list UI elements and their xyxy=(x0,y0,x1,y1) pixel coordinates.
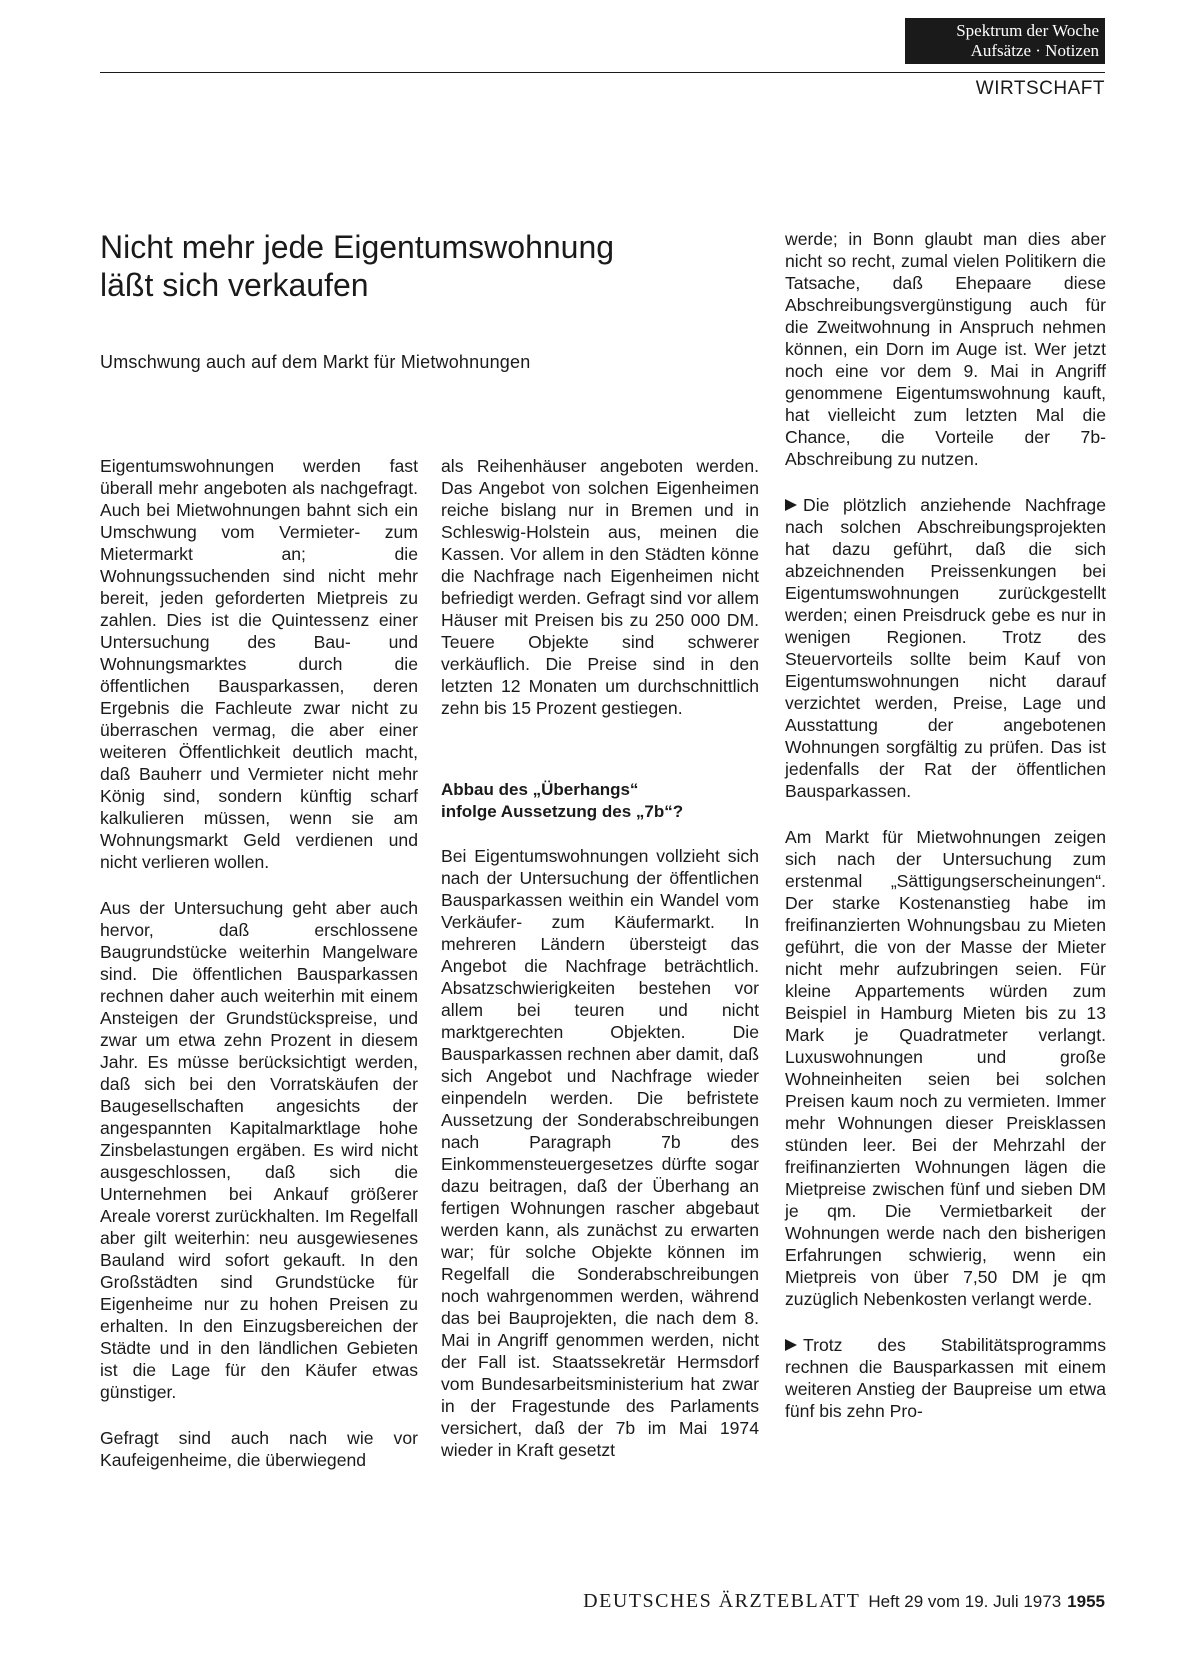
page-number: 1955 xyxy=(1067,1592,1105,1611)
paragraph-text: Die plötzlich anziehende Nachfrage nach solchen Abschreibungsprojekten hat dazu geführt, daß die sich abzeichnenden Preissenkungen bei Eigentumswohnungen zurückgestellt werden; einen Preisdruck gebe es nur in wenigen Regionen. Trotz des Steuervorteils sollte beim Kauf von Eigentumswohnungen nicht darauf verzichtet werden, Preise, Lage und Ausstattung der angebotenen Wohnungen sorgfältig zu prüfen. Das ist jedenfalls der Rat der öffentlichen Bausparkassen. xyxy=(785,495,1106,801)
paragraph: Aus der Untersuchung geht aber auch hervor, daß erschlossene Baugrundstücke weiterhin Mangelware sind. Die öffentlichen Bausparkassen rechnen daher auch weiterhin mit einem Ansteigen der Grundstückspreise, und zwar um etwa zehn Prozent in diesem Jahr. Es müsse berücksichtigt werden, daß sich bei den Vorratskäufen der Baugesellschaften angesichts der angespannten Kapitalmarktlage hohe Zinsbelastungen ergäben. Es wird nicht ausgeschlossen, daß sich die Unternehmen bei Ankauf größerer Areale vorerst zurückhalten. Im Regelfall aber gilt weiterhin: neu ausgewiesenes Bauland wird sofort gekauft. In den Großstädten sind Grundstücke für Eigenheime nur zu hohen Preisen zu erhalten. In den Einzugsbereichen der Städte und in den ländlichen Gebieten ist die Lage für den Käufer etwas günstiger. xyxy=(100,898,418,1402)
headline-line-2: läßt sich verkaufen xyxy=(100,267,369,303)
article-subtitle: Umschwung auch auf dem Markt für Mietwohnungen xyxy=(100,352,531,372)
paragraph-text: Trotz des Stabilitätsprogramms rechnen die Bausparkassen mit einem weiteren Anstieg der Baupreise um etwa fünf bis zehn Pro- xyxy=(785,1335,1106,1421)
section-heading xyxy=(441,779,759,823)
paragraph: als Reihenhäuser angeboten werden. Das Angebot von solchen Eigenheimen reiche bislang nur in Bremen und in Schleswig-Holstein aus, meinen die Kassen. Vor allem in den Städten könne die Nachfrage nach Eigenheimen nicht befriedigt werden. Gefragt sind vor allem Häuser mit Preisen bis zu 250 000 DM. Teuere Objekte sind schwerer verkäuflich. Die Preise sind in den letzten 12 Monaten um durchschnittlich zehn bis 15 Prozent gestiegen. xyxy=(441,456,759,718)
badge-line-2: Aufsätze · Notizen xyxy=(970,41,1099,60)
triangle-bullet-icon xyxy=(785,499,797,511)
section-badge xyxy=(905,18,1105,64)
section-heading-line-2: infolge Aussetzung des „7b“? xyxy=(441,802,684,821)
badge-line-1: Spektrum der Woche xyxy=(956,21,1099,40)
section-label: WIRTSCHAFT xyxy=(975,78,1105,99)
column-3 xyxy=(785,228,1106,1446)
header-rule xyxy=(100,72,1105,73)
publication-name: DEUTSCHES ÄRZTEBLATT xyxy=(583,1590,861,1612)
page-footer xyxy=(583,1590,1105,1613)
paragraph xyxy=(785,494,1106,802)
issue-info: Heft 29 vom 19. Juli 1973 xyxy=(868,1592,1062,1611)
paragraph: werde; in Bonn glaubt man dies aber nicht so recht, zumal vielen Politikern die Tatsache, daß Ehepaare diese Abschreibungsvergünstigung auch für die Zweitwohnung in Anspruch nehmen können, ein Dorn im Auge ist. Wer jetzt noch eine vor dem 9. Mai in Angriff genommene Eigentumswohnung kauft, hat vielleicht zum letzten Mal die Chance, die Vorteile der 7b-Abschreibung zu nutzen. xyxy=(785,229,1106,469)
triangle-bullet-icon xyxy=(785,1339,797,1351)
paragraph: Eigentumswohnungen werden fast überall mehr angeboten als nachgefragt. Auch bei Mietwohnungen bahnt sich ein Umschwung vom Vermieter- zum Mietermarkt an; die Wohnungssuchenden sind nicht mehr bereit, jeden geforderten Mietpreis zu zahlen. Dies ist die Quintessenz einer Untersuchung des Bau- und Wohnungsmarktes durch die öffentlichen Bausparkassen, deren Ergebnis die Fachleute zwar nicht zu überraschen vermag, die aber einer weiteren Öffentlichkeit deutlich macht, daß Bauherr und Vermieter nicht mehr König sind, sondern künftig scharf kalkulieren müssen, wenn sie am Wohnungsmarkt Geld verdienen und nicht verlieren wollen. xyxy=(100,456,418,872)
paragraph xyxy=(785,1334,1106,1422)
paragraph: Am Markt für Mietwohnungen zeigen sich nach der Untersuchung zum erstenmal „Sättigungserscheinungen“. Der starke Kostenanstieg habe im freifinanzierten Wohnungsbau zu Mieten geführt, die von der Masse der Mieter nicht mehr aufzubringen seien. Für kleine Appartements würden zum Beispiel in Hamburg Mieten bis zu 13 Mark je Quadratmeter verlangt. Luxuswohnungen und große Wohneinheiten seien bei solchen Preisen kaum noch zu vermieten. Immer mehr Wohnungen dieser Preisklassen stünden leer. Bei der Mehrzahl der freifinanzierten Wohnungen lägen die Mietpreise zwischen fünf und sieben DM je qm. Die Vermietbarkeit der Wohnungen werde nach den bisherigen Erfahrungen schwierig, wenn ein Mietpreis von über 7,50 DM je qm zuzüglich Nebenkosten verlangt werde. xyxy=(785,827,1106,1309)
paragraph: Bei Eigentumswohnungen vollzieht sich nach der Untersuchung der öffentlichen Bausparkassen weithin ein Wandel vom Verkäufer- zum Käufermarkt. In mehreren Ländern übersteigt das Angebot die Nachfrage beträchtlich. Absatzschwierigkeiten bestehen vor allem bei teuren und nicht marktgerechten Objekten. Die Bausparkassen rechnen aber damit, daß sich Angebot und Nachfrage wieder einpendeln werden. Die befristete Aussetzung der Sonderabschreibungen nach Paragraph 7b des Einkommensteuergesetzes dürfte sogar dazu beitragen, daß der Überhang an fertigen Wohnungen rascher abgebaut werden kann, als zunächst zu erwarten war; für solche Objekte können im Regelfall die Sonderabschreibungen noch wahrgenommen werden, während das bei Bauprojekten, die nach dem 8. Mai in Angriff genommen werden, nicht der Fall ist. Staatssekretär Hermsdorf vom Bundesarbeitsministerium hat zwar in der Fragestunde des Parlaments versichert, daß der 7b im Mai 1974 wieder in Kraft gesetzt xyxy=(441,846,759,1460)
column-2 xyxy=(441,455,759,1485)
headline-line-1: Nicht mehr jede Eigentumswohnung xyxy=(100,229,615,265)
section-heading-line-1: Abbau des „Überhangs“ xyxy=(441,780,639,799)
article-headline xyxy=(100,228,740,304)
column-1 xyxy=(100,455,418,1495)
paragraph: Gefragt sind auch nach wie vor Kaufeigenheime, die überwiegend xyxy=(100,1428,418,1470)
